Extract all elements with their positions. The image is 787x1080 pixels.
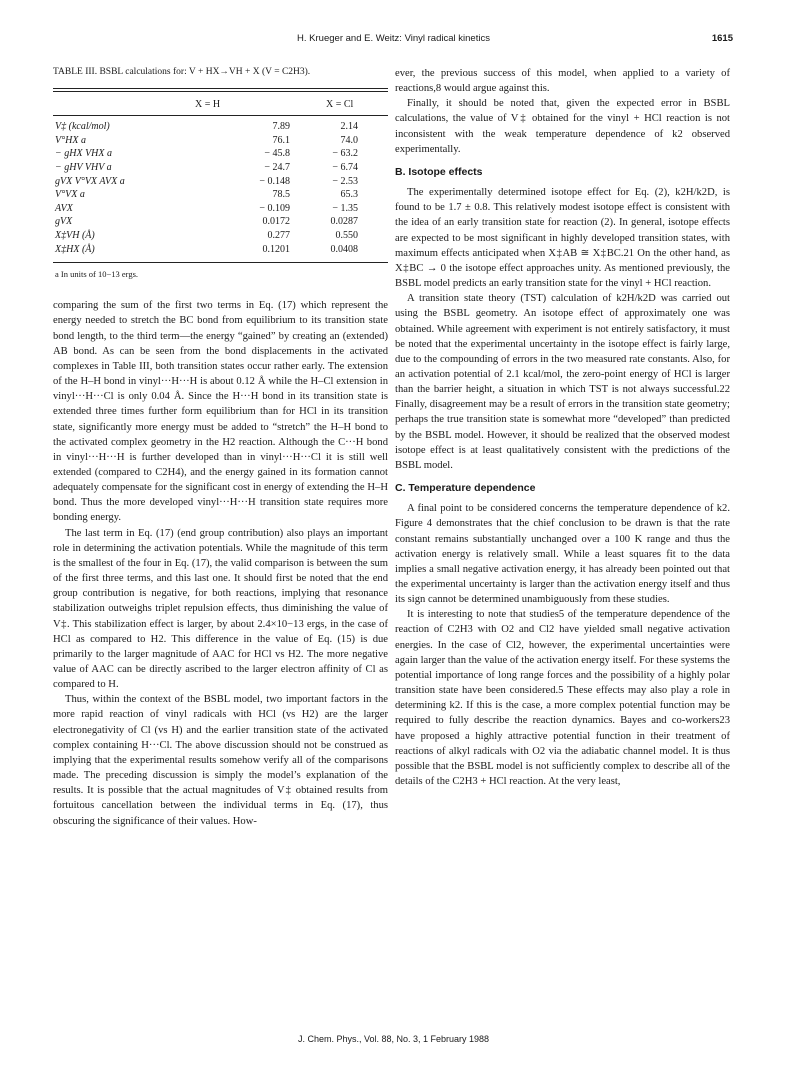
row-label: − gHV VHV a bbox=[55, 161, 112, 173]
body-paragraph: Finally, it should be noted that, given the expected error in BSBL calculations, the value of V‡ obtained for the vinyl + HCl reaction is not inconsistent with the weak temperature dependence of k2 observed experimentally. bbox=[395, 98, 730, 155]
value-cl: − 1.35 bbox=[332, 202, 358, 214]
table-row bbox=[53, 229, 388, 243]
section-heading-isotope-effects: B. Isotope effects bbox=[395, 165, 483, 178]
row-label: − gHX VHX a bbox=[55, 148, 113, 160]
row-label: AVX bbox=[55, 202, 73, 214]
table-header-blank bbox=[53, 92, 195, 116]
value-h: 0.1201 bbox=[195, 243, 326, 263]
right-column bbox=[395, 66, 730, 789]
value-cl: − 2.53 bbox=[332, 175, 358, 187]
table-row bbox=[53, 175, 388, 189]
value-cl: − 63.2 bbox=[332, 148, 358, 160]
value-h: 0.0172 bbox=[262, 216, 290, 228]
table-row bbox=[53, 116, 388, 134]
section-heading-temperature-dependence: C. Temperature dependence bbox=[395, 482, 536, 495]
body-paragraph: The experimentally determined isotope effect for Eq. (2), k2H/k2D, is found to be 1.7 ± 0.8. This relatively modest isotope effect is consistent with the idea of an early transition state for reaction (2). In general, isotope effects are expected to be most significant in highly developed transition states, with maximum effects anticipated when X‡AB ≅ X‡BC.21 On the other hand, as X‡BC → 0 the isotope effect approaches unity. As mentioned previously, the BSBL model predicts an early transition state for the vinyl + HCl reaction. bbox=[395, 187, 730, 290]
running-title: H. Krueger and E. Weitz: Vinyl radical kinetics bbox=[297, 33, 490, 44]
value-h: 78.5 bbox=[272, 189, 290, 201]
bsbl-table bbox=[53, 92, 388, 263]
table-header-x-h: X = H bbox=[195, 92, 326, 116]
row-label: gVX bbox=[55, 216, 73, 228]
body-paragraph: ever, the previous success of this model, when applied to a variety of reactions,8 would argue against this. bbox=[395, 68, 730, 95]
value-h: − 45.8 bbox=[264, 148, 290, 160]
value-cl: 0.550 bbox=[335, 229, 358, 241]
body-paragraph: A final point to be considered concerns the temperature dependence of k2. Figure 4 demonstrates that the chief conclusion to be drawn is that the rate constant remains substantially unchanged over a 100 K range and thus the activation energy is relatively small. While a least squares fit to the data implies a small negative activation energy, it has already been pointed out that the experimental uncertainty is larger than the activation energy itself and thus its sign cannot be determined unambiguously from these studies. bbox=[395, 503, 730, 606]
table-row bbox=[53, 215, 388, 229]
row-label: V‡ (kcal/mol) bbox=[55, 121, 110, 133]
table-row bbox=[53, 188, 388, 202]
body-paragraph: Thus, within the context of the BSBL model, two important factors in the more rapid reaction of vinyl radicals with HCl (vs H2) are the larger electronegativity of Cl (vs H) and the earlier transition state of the activated complex containing H···Cl. The above discussion should not be construed as implying that the experimental results somehow verify all of the comparisons made. The preceding discussion is simply the model’s explanation of the results. It is possible that the actual magnitudes of V‡ obtained results from fortuitous cancellation between the individual terms in Eq. (17), thus obscuring the significance of their values. How- bbox=[53, 694, 388, 827]
row-label: gVX V°VX AVX a bbox=[55, 175, 125, 187]
running-header bbox=[0, 33, 787, 47]
journal-footer: J. Chem. Phys., Vol. 88, No. 3, 1 February 1988 bbox=[297, 1034, 490, 1044]
table-footnote: a In units of 10−13 ergs. bbox=[55, 269, 139, 280]
table-header-x-cl: X = Cl bbox=[326, 92, 388, 116]
value-h: − 0.148 bbox=[259, 175, 290, 187]
value-cl: 2.14 bbox=[340, 121, 358, 133]
page-number: 1615 bbox=[711, 33, 733, 44]
body-paragraph: It is interesting to note that studies5 of the temperature dependence of the reaction of C2H3 with O2 and Cl2 have yielded small negative activation energies. In the case of Cl2, however, the experimental uncertainties were again larger than the value of the activation energy itself. For these systems the potential importance of long range forces and the possibility of a highly polar transition state have been considered.5 These effects may also play a role in determining k2. If this is the case, a more complex potential function may be required to fully describe the reaction dynamics. Bayes and co-workers23 have proposed a highly attractive potential function in their treatment of reactions of alkyl radicals with O2 via the adiabatic channel model. It is thus possible that the BSBL model is not sufficiently complex to describe all of the details of the C2H3 + HCl reaction. At the very least, bbox=[395, 609, 730, 788]
value-cl: − 6.74 bbox=[332, 161, 358, 173]
table-row bbox=[53, 161, 388, 175]
value-h: 76.1 bbox=[272, 134, 290, 146]
value-h: − 0.109 bbox=[259, 202, 290, 214]
row-label: V°HX a bbox=[55, 134, 86, 146]
table-row bbox=[53, 243, 388, 263]
value-h: 7.89 bbox=[272, 121, 290, 133]
table-row bbox=[53, 147, 388, 161]
value-cl: 0.0408 bbox=[326, 243, 388, 263]
body-paragraph: comparing the sum of the first two terms in Eq. (17) which represent the energy needed to stretch the BC bond from equilibrium to its transition state bond length, to the third term—the energy “gained” by creating an (extended) AB bond. As can be seen from the bond displacements in the activated complexes in Table III, both transition states occur rather early. The extension of the H–H bond in vinyl···H···H is about 0.12 Å while the H–Cl extension in vinyl···H···Cl is only 0.04 Å. Since the H···H bond in its transition state is extended three times further form equilibrium than for HCl in its transition state, significantly more energy must be added to “stretch” the H–H bond to the activated complex geometry in the H2 reaction. Although the C···H bond in vinyl···H···H is further developed than in vinyl···H···Cl it is still well extended (compared to C2H4), and the energy gained in its formation cannot adequately compensate for the significant cost in energy of extending the H–H bond. Thus the more developed vinyl···H···H transition state requires more bonding energy. bbox=[53, 300, 388, 524]
value-cl: 0.0287 bbox=[330, 216, 358, 228]
table-row bbox=[53, 134, 388, 148]
value-cl: 65.3 bbox=[340, 189, 358, 201]
value-h: − 24.7 bbox=[264, 161, 290, 173]
value-cl: 74.0 bbox=[340, 134, 358, 146]
body-paragraph: A transition state theory (TST) calculation of k2H/k2D was carried out using the BSBL geometry. An isotope effect of approximately one was obtained. While agreement with experiment is not entirely satisfactory, it must be noted that the experimental uncertainty in the isotope effect is fairly large, due to the compounding of errors in the two measured rate constants. Also, for an activation potential of 2.1 kcal/mol, the zero-point energy of HCl is larger than the barrier height, a situation in which TST is not always successful.22 Finally, disagreement may be a result of errors in the transition state geometry; perhaps the true transition state is somewhat more “developed” than predicted by the BSBL model. However, it should be realized that the observed modest isotope effect is at least qualitatively consistent with the predictions of the BSBL model. bbox=[395, 293, 730, 471]
row-label: V°VX a bbox=[55, 189, 85, 201]
row-label: X‡VH (Å) bbox=[55, 229, 95, 241]
row-label: X‡HX (Å) bbox=[53, 243, 195, 263]
table-caption: TABLE III. BSBL calculations for: V + HX→VH + X (V = C2H3). bbox=[53, 67, 311, 77]
value-h: 0.277 bbox=[267, 229, 290, 241]
left-column bbox=[53, 66, 388, 829]
table-row bbox=[53, 202, 388, 216]
body-paragraph: The last term in Eq. (17) (end group contribution) also plays an important role in determining the activation potentials. While the magnitude of this term is the smallest of the four in Eq. (17), the valid comparison is between the sum of the first three terms, and this last one. It should first be noted that the end group contribution is negative, for both reactions, implying that resonance stabilization outweighs triplet repulsion effects, thus diminishing the value of V‡. This stabilization effect is larger, by about 2.4×10−13 ergs, in the case of HCl as compared to H2. This difference in the value of Eq. (15) is due primarily to the larger magnitude of AAC for HCl vs H2. The more negative value of AAC can be directly ascribed to the larger electron affinity of Cl as compared to H. bbox=[53, 527, 388, 691]
table-header-row bbox=[53, 92, 388, 116]
